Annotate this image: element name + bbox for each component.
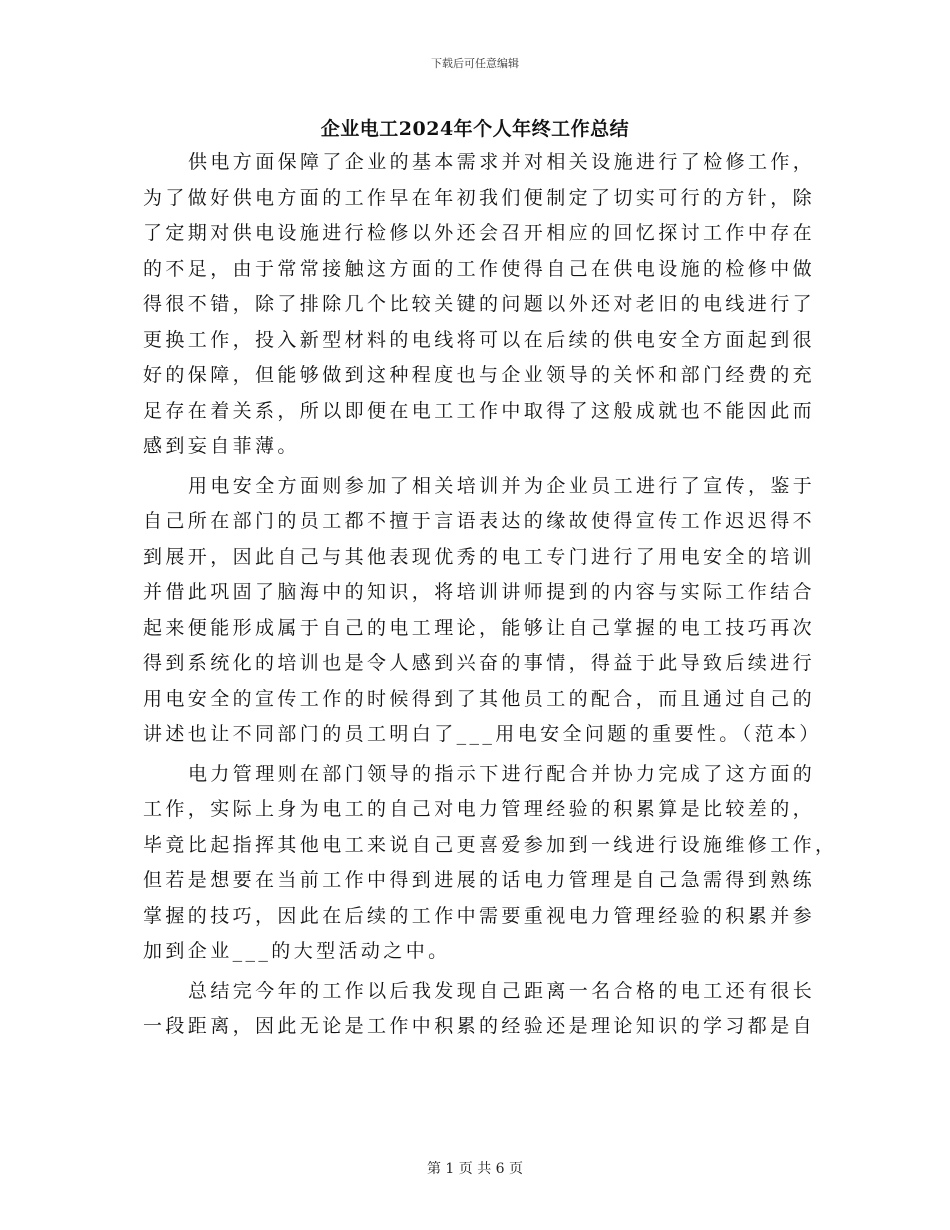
text-line: 为了做好供电方面的工作早在年初我们便制定了切实可行的方针，除 — [143, 186, 816, 209]
text-line: 工作，实际上身为电工的自己对电力管理经验的积累算是比较差的， — [143, 798, 816, 820]
text-line: 电力管理则在部门领导的指示下进行配合并协力完成了这方面的 — [188, 762, 816, 785]
text-line: 得到系统化的培训也是令人感到兴奋的事情，得益于此导致后续进行 — [143, 652, 816, 674]
text-line: 感到妄自菲薄。 — [143, 435, 300, 457]
text-line: 加到企业___的大型活动之中。 — [143, 940, 451, 962]
paragraph — [143, 469, 822, 753]
text-line: 足存在着关系，所以即便在电工工作中取得了这般成就也不能因此而 — [143, 399, 816, 422]
text-line: 用电安全的宣传工作的时候得到了其他员工的配合，而且通过自己的 — [143, 687, 816, 710]
text-line: 讲述也让不同部门的员工明白了___用电安全问题的重要性。（范本） — [143, 723, 822, 745]
text-line: 的不足，由于常常接触这方面的工作使得自己在供电设施的检修中做 — [143, 257, 816, 280]
text-line: 掌握的技巧，因此在后续的工作中需要重视电力管理经验的积累并参 — [143, 904, 816, 927]
paragraph — [143, 757, 838, 970]
document-title: 企业电工2024年个人年终工作总结 — [320, 118, 630, 140]
text-line: 用电安全方面则参加了相关培训并为企业员工进行了宣传，鉴于 — [188, 474, 816, 497]
text-line: 供电方面保障了企业的基本需求并对相关设施进行了检修工作， — [188, 151, 816, 173]
text-line: 到展开，因此自己与其他表现优秀的电工专门进行了用电安全的培训 — [143, 545, 816, 568]
text-line: 但若是想要在当前工作中得到进展的话电力管理是自己急需得到熟练 — [143, 869, 816, 891]
text-line: 更换工作，投入新型材料的电线将可以在后续的供电安全方面起到很 — [143, 328, 816, 351]
text-line: 毕竟比起指挥其他电工来说自己更喜爱参加到一线进行设施维修工作， — [143, 833, 838, 856]
text-line: 好的保障，但能够做到这种程度也与企业领导的关怀和部门经费的充 — [143, 364, 816, 386]
text-line: 并借此巩固了脑海中的知识，将培训讲师提到的内容与实际工作结合 — [143, 581, 816, 603]
text-line: 起来便能形成属于自己的电工理论，能够让自己掌握的电工技巧再次 — [143, 616, 816, 639]
text-line: 了定期对供电设施进行检修以外还会召开相应的回忆探讨工作中存在 — [143, 222, 816, 244]
text-line: 自己所在部门的员工都不擅于言语表达的缘故使得宣传工作迟迟得不 — [143, 510, 816, 532]
text-line: 总结完今年的工作以后我发现自己距离一名合格的电工还有很长 — [188, 979, 816, 1002]
text-line: 一段距离，因此无论是工作中积累的经验还是理论知识的学习都是自 — [143, 1015, 816, 1037]
text-line: 得很不错，除了排除几个比较关键的问题以外还对老旧的电线进行了 — [143, 293, 816, 315]
document-body — [143, 145, 838, 1049]
paragraph — [143, 145, 816, 465]
paragraph — [143, 974, 816, 1045]
page-number-footer: 第 1 页 共 6 页 — [426, 1161, 524, 1177]
header-note: 下载后可任意编辑 — [431, 57, 519, 70]
